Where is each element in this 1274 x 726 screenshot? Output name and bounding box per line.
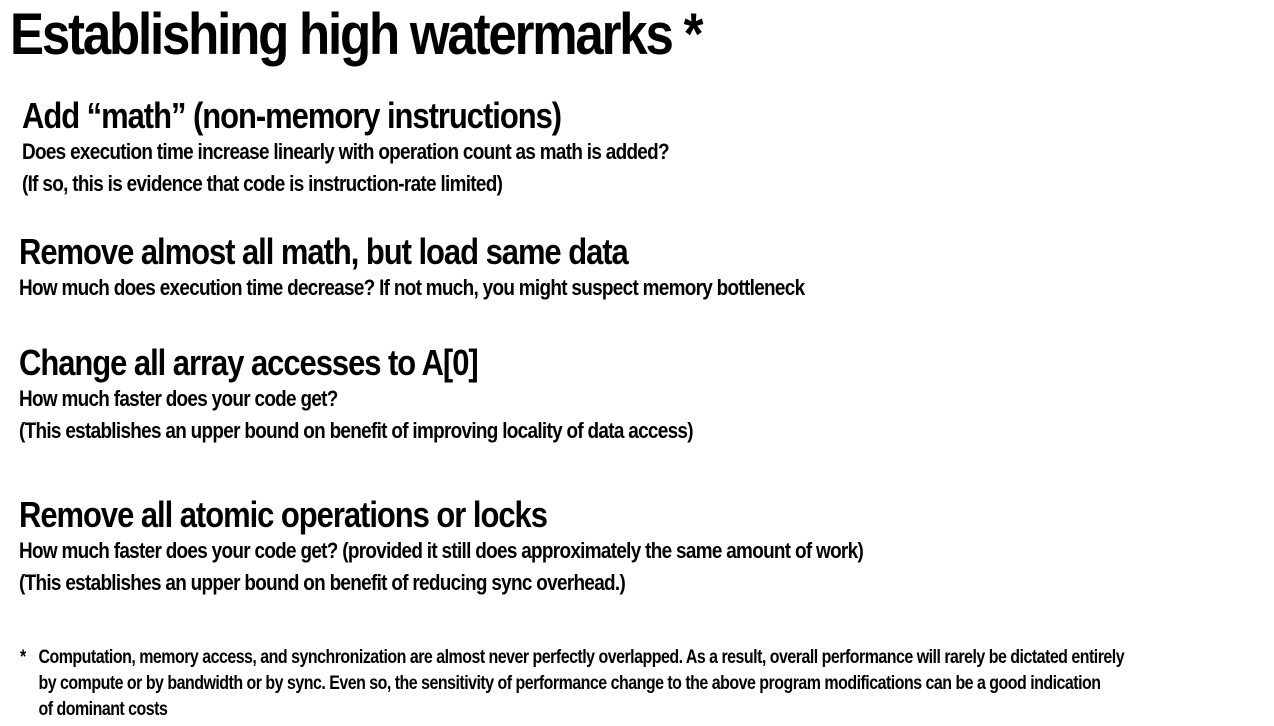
section-line: How much faster does your code get? (provided it still does approximately the same amount of work) — [19, 538, 864, 563]
section-array-access — [19, 343, 803, 447]
footnote-line: of dominant costs — [38, 699, 168, 720]
section-remove-atomics — [19, 495, 1000, 599]
section-line: Does execution time increase linearly with operation count as math is added? — [22, 139, 669, 164]
section-heading: Remove almost all math, but load same data — [19, 231, 628, 272]
section-heading: Remove all atomic operations or locks — [19, 494, 547, 535]
section-line: (This establishes an upper bound on benefit of improving locality of data access) — [19, 418, 693, 443]
section-line: (This establishes an upper bound on benefit of reducing sync overhead.) — [19, 570, 626, 595]
footnote-line: Computation, memory access, and synchronization are almost never perfectly overlapped. As a result, overall performance will rarely be dictated entirely — [38, 647, 1125, 668]
section-line: (If so, this is evidence that code is instruction-rate limited) — [22, 171, 503, 196]
footnote — [20, 645, 1238, 723]
footnote-text — [38, 645, 1238, 723]
footnote-marker: * — [20, 647, 26, 668]
section-add-math — [22, 96, 774, 200]
section-heading: Add “math” (non-memory instructions) — [22, 95, 562, 136]
section-heading: Change all array accesses to A[0] — [19, 342, 478, 383]
section-remove-math — [19, 232, 932, 304]
footnote-line: by compute or by bandwidth or by sync. Even so, the sensitivity of performance change to the above program modifications can be a good indication — [38, 673, 1101, 694]
section-line: How much does execution time decrease? If not much, you might suspect memory bottleneck — [19, 275, 805, 300]
section-line: How much faster does your code get? — [19, 386, 338, 411]
slide-title: Establishing high watermarks * — [10, 2, 702, 67]
